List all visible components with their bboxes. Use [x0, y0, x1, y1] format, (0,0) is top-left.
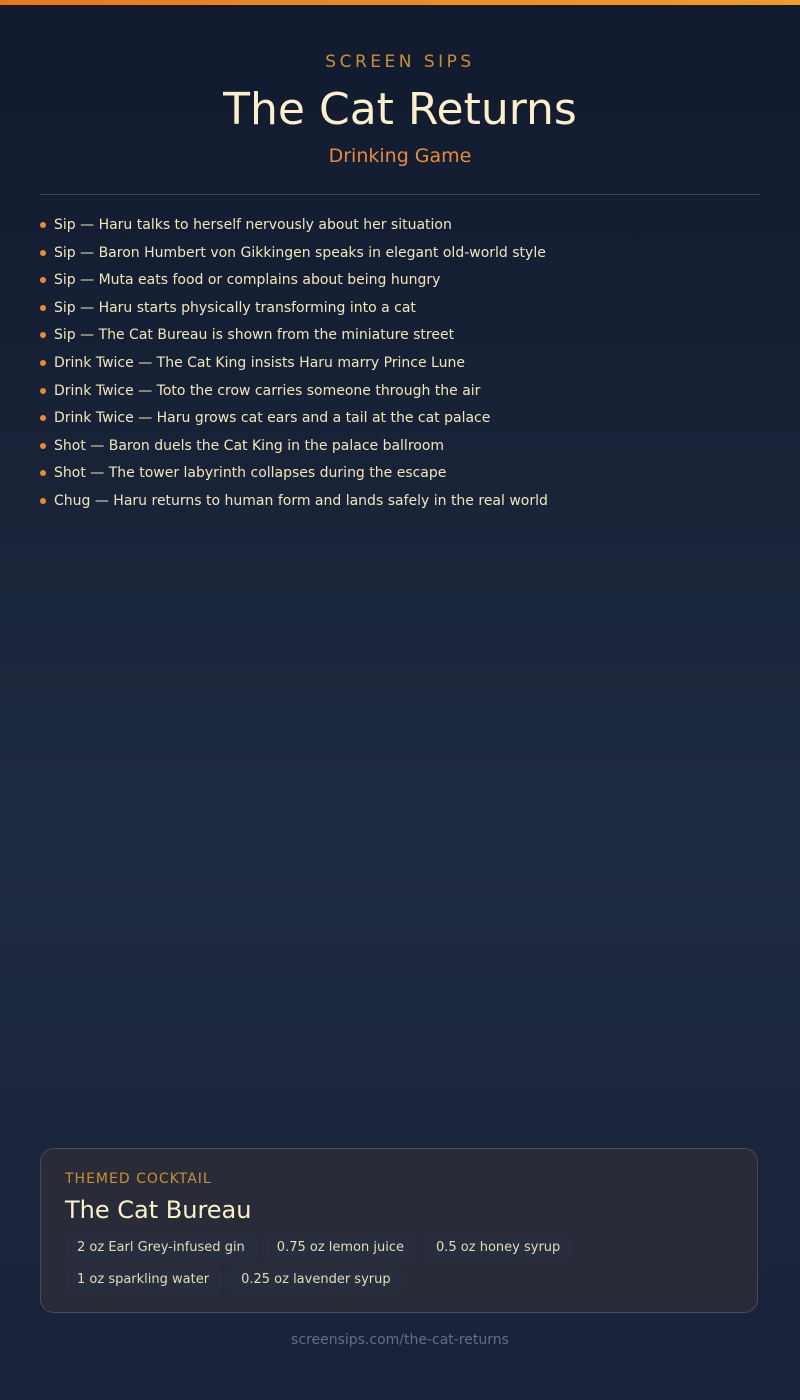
cocktail-name: The Cat Bureau [65, 1196, 252, 1224]
ingredient-chip: 1 oz sparkling water [65, 1269, 221, 1291]
ingredient-chip: 0.25 oz lavender syrup [229, 1269, 403, 1291]
page-title: The Cat Returns [223, 84, 577, 135]
page-subtitle: Drinking Game [328, 145, 472, 167]
bullet-dot-icon [40, 277, 46, 283]
rule-item [40, 433, 760, 461]
rule-item [40, 488, 760, 516]
bullet-dot-icon [40, 360, 46, 366]
rule-text: Sip — Haru starts physically transforming into a cat [54, 299, 416, 316]
rule-text: Sip — Muta eats food or complains about being hungry [54, 272, 441, 289]
rule-text: Shot — The tower labyrinth collapses during the escape [54, 465, 447, 482]
rule-item [40, 212, 760, 240]
bullet-dot-icon [40, 250, 46, 256]
bullet-dot-icon [40, 498, 46, 504]
rule-text: Drink Twice — The Cat King insists Haru marry Prince Lune [54, 354, 465, 371]
rule-text: Sip — Haru talks to herself nervously about her situation [54, 217, 452, 233]
header-divider [40, 194, 760, 195]
rule-item [40, 267, 760, 295]
rule-item [40, 322, 760, 350]
top-accent-bar [0, 0, 800, 5]
rule-text: Drink Twice — Toto the crow carries someone through the air [54, 382, 481, 399]
rule-item [40, 405, 760, 433]
bullet-dot-icon [40, 470, 46, 476]
rule-text: Shot — Baron duels the Cat King in the palace ballroom [54, 437, 445, 454]
ingredient-chip: 2 oz Earl Grey-infused gin [65, 1237, 257, 1259]
bullet-dot-icon [40, 222, 46, 228]
bullet-dot-icon [40, 415, 46, 421]
rule-item [40, 350, 760, 378]
bullet-dot-icon [40, 332, 46, 338]
rules-list [40, 212, 760, 516]
cocktail-label: THEMED COCKTAIL [65, 1171, 212, 1187]
cocktail-card [40, 1148, 758, 1313]
rule-item [40, 295, 760, 323]
bullet-dot-icon [40, 443, 46, 449]
rule-text: Chug — Haru returns to human form and lands safely in the real world [54, 492, 548, 509]
bullet-dot-icon [40, 305, 46, 311]
ingredient-chip: 0.75 oz lemon juice [265, 1237, 416, 1259]
rule-item [40, 460, 760, 488]
brand-label: SCREEN SIPS [325, 52, 475, 72]
bullet-dot-icon [40, 388, 46, 394]
rule-text: Sip — The Cat Bureau is shown from the miniature street [54, 327, 455, 344]
rule-item [40, 240, 760, 268]
footer-url[interactable]: screensips.com/the-cat-returns [291, 1332, 509, 1348]
ingredient-chip: 0.5 oz honey syrup [424, 1237, 572, 1259]
ingredient-list [65, 1237, 735, 1291]
rule-text: Sip — Baron Humbert von Gikkingen speaks in elegant old-world style [54, 244, 546, 261]
rule-text: Drink Twice — Haru grows cat ears and a tail at the cat palace [54, 410, 491, 427]
rule-item [40, 378, 760, 406]
